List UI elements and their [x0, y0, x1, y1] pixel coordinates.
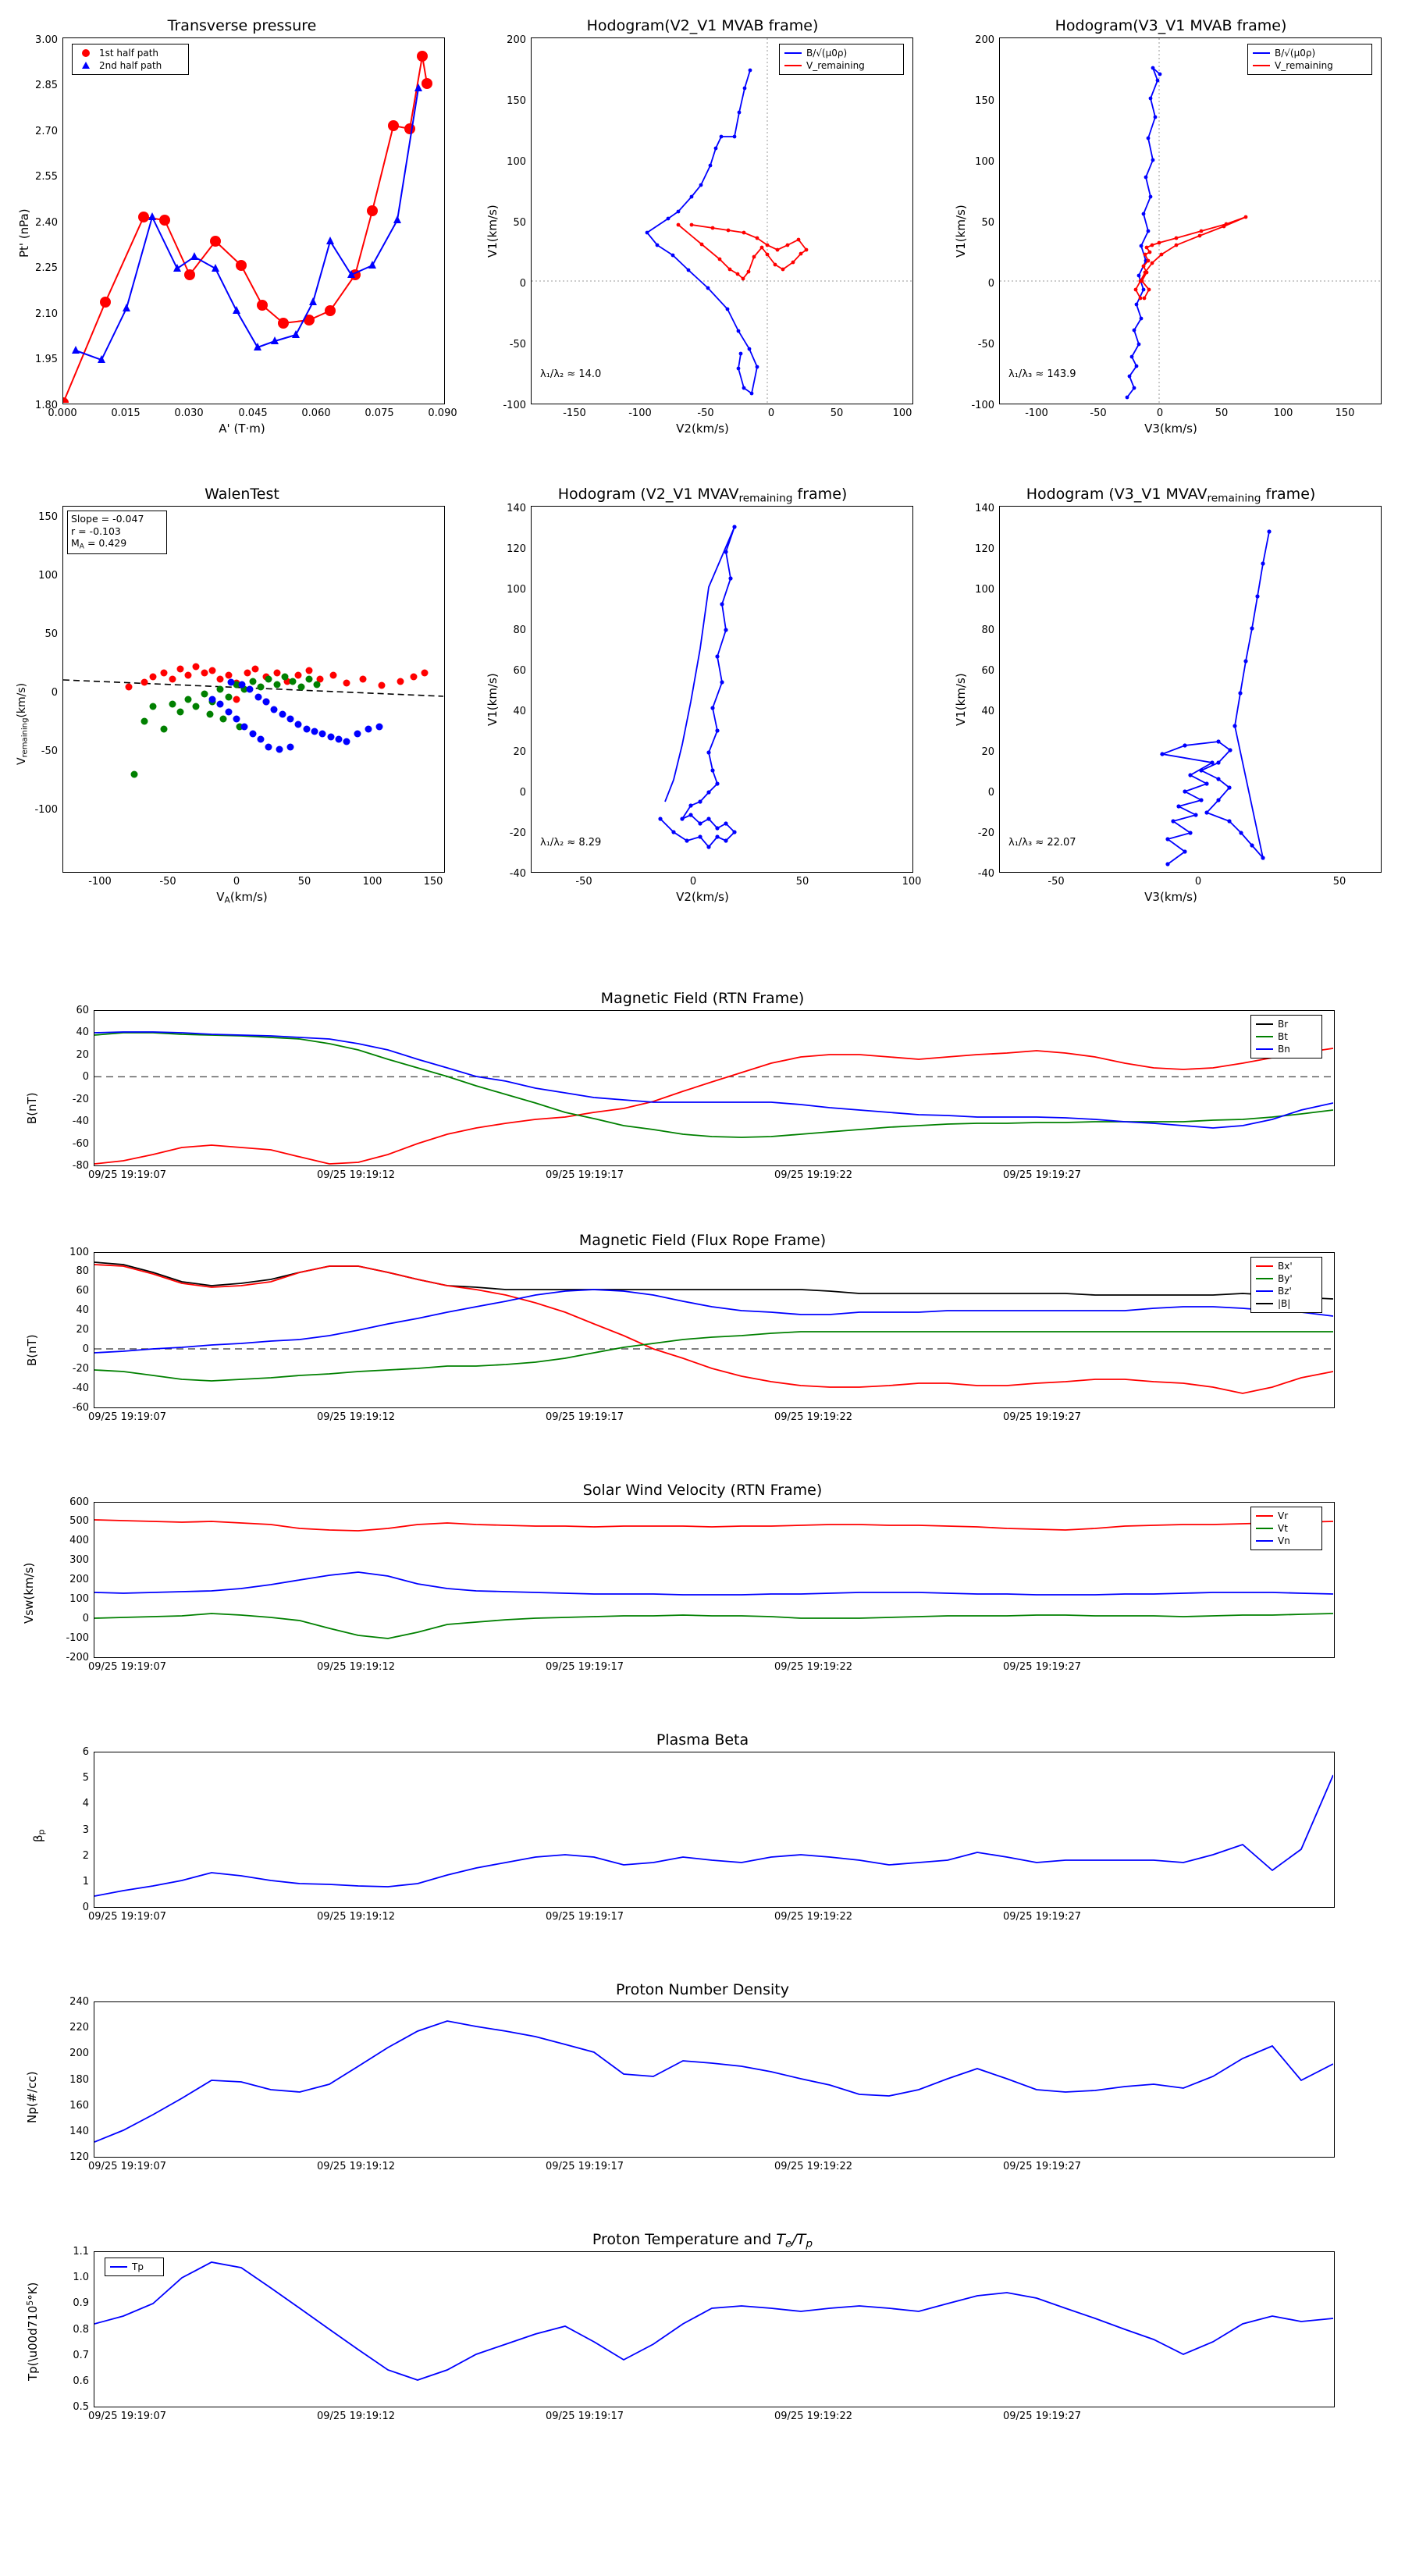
legend-label: V_remaining	[806, 60, 865, 71]
x-tick: 0.015	[111, 407, 140, 419]
transverse-pressure-svg	[63, 38, 443, 403]
plot-area	[94, 1502, 1335, 1658]
x-tick: 50	[830, 407, 844, 419]
x-tick: 09/25 19:19:27	[1003, 1169, 1081, 1181]
y-tick: 3.00	[35, 34, 58, 46]
y-tick: 100	[69, 1593, 89, 1605]
y-tick: 1	[82, 1876, 89, 1888]
x-tick: 09/25 19:19:12	[317, 1661, 395, 1673]
x-tick: 09/25 19:19:17	[546, 1911, 624, 1923]
y-tick: 20	[513, 746, 526, 758]
x-axis-label: $V_A(km/s)$	[216, 890, 268, 906]
x-tick: 09/25 19:19:22	[774, 1169, 852, 1181]
y-tick: 1.0	[73, 2272, 89, 2283]
x-tick: -50	[159, 876, 176, 888]
x-tick: 0	[767, 407, 775, 419]
y-axis-label: B(nT)	[25, 1092, 39, 1124]
y-tick: -100	[503, 400, 526, 411]
legend-magnetic-field-flux-rope	[1250, 1257, 1322, 1313]
plot-area	[999, 506, 1382, 873]
x-tick: 09/25 19:19:27	[1003, 2161, 1081, 2172]
y-tick: 40	[981, 706, 994, 717]
x-axis-label: V2(km/s)	[676, 422, 729, 436]
y-tick: -80	[72, 1160, 89, 1172]
y-tick: 0	[519, 278, 526, 290]
y-tick: -20	[72, 1094, 89, 1105]
plot-area	[531, 506, 913, 873]
y-tick: 50	[513, 217, 526, 229]
x-tick: 09/25 19:19:12	[317, 2161, 395, 2172]
y-tick: 600	[69, 1496, 89, 1508]
legend-label: By'	[1278, 1273, 1293, 1284]
x-axis-label: V3(km/s)	[1144, 422, 1197, 436]
x-tick: -100	[88, 876, 112, 888]
x-tick: 09/25 19:19:12	[317, 1411, 395, 1423]
panel-solar-wind-velocity	[0, 1468, 1405, 1694]
y-tick: 50	[44, 628, 58, 640]
y-tick: 0	[987, 278, 994, 290]
legend-transverse-pressure	[72, 44, 189, 75]
x-tick: 09/25 19:19:07	[88, 2411, 166, 2422]
panel-title: WalenTest	[205, 486, 279, 503]
legend-label: B/√(μ0ρ)	[806, 48, 848, 59]
y-axis-label: $\beta_p$	[31, 1829, 47, 1842]
y-tick: 4	[82, 1798, 89, 1809]
x-tick: 0	[233, 876, 240, 888]
x-tick: 09/25 19:19:07	[88, 2161, 166, 2172]
y-tick: 40	[513, 706, 526, 717]
y-tick: -100	[971, 400, 994, 411]
y-tick: 140	[69, 2126, 89, 2137]
y-tick: 20	[981, 746, 994, 758]
panel-title: Magnetic Field (Flux Rope Frame)	[578, 1232, 827, 1249]
eigenvalue-ratio-annotation: λ₁/λ₃ ≈ 143.9	[1008, 368, 1076, 380]
y-tick: 100	[38, 570, 58, 582]
y-tick: -50	[41, 745, 58, 757]
panel-proton-number-density	[0, 1967, 1405, 2194]
y-tick: -50	[977, 339, 994, 350]
x-tick: 09/25 19:19:12	[317, 2411, 395, 2422]
panel-title: Proton Number Density	[616, 1981, 789, 1998]
y-tick: 180	[69, 2074, 89, 2086]
x-tick: 50	[795, 876, 809, 888]
x-tick: 09/25 19:19:07	[88, 1911, 166, 1923]
panel-magnetic-field-rtn	[0, 976, 1405, 1202]
x-tick: 09/25 19:19:17	[546, 1411, 624, 1423]
x-tick: 50	[1332, 876, 1346, 888]
x-axis-label: V3(km/s)	[1144, 890, 1197, 904]
panel-hodogram-v2v1-mvab	[468, 0, 937, 453]
walen-stats-box	[67, 511, 167, 554]
panel-title: Hodogram(V2_V1 MVAB frame)	[586, 17, 819, 34]
panel-title: Transverse pressure	[167, 17, 317, 34]
y-tick: 2.10	[35, 308, 58, 320]
x-tick: 09/25 19:19:22	[774, 2411, 852, 2422]
x-tick: 150	[1335, 407, 1355, 419]
plot-area	[94, 1752, 1335, 1908]
eigenvalue-ratio-annotation: λ₁/λ₂ ≈ 14.0	[540, 368, 602, 380]
legend-marker-circle	[77, 48, 94, 59]
y-axis-label: Np(#/cc)	[25, 2071, 39, 2123]
y-tick: 2.85	[35, 80, 58, 91]
x-tick: 100	[362, 876, 382, 888]
x-tick: 09/25 19:19:27	[1003, 1411, 1081, 1423]
y-tick: 120	[975, 543, 994, 555]
y-tick: 80	[513, 624, 526, 636]
x-tick: -50	[1090, 407, 1107, 419]
x-tick: -150	[563, 407, 586, 419]
walen-r: r = -0.103	[71, 525, 121, 537]
legend-label: Bz'	[1278, 1286, 1292, 1297]
y-tick: 1.80	[35, 400, 58, 411]
y-tick: 0.8	[73, 2324, 89, 2336]
y-tick: 5	[82, 1772, 89, 1784]
y-tick: 500	[69, 1515, 89, 1527]
x-tick: 09/25 19:19:07	[88, 1411, 166, 1423]
y-tick: -40	[977, 868, 994, 880]
y-tick: 2	[82, 1850, 89, 1862]
y-tick: 60	[76, 1005, 89, 1016]
y-tick: 40	[76, 1026, 89, 1038]
y-tick: 1.1	[73, 2246, 89, 2258]
y-tick: 200	[975, 34, 994, 46]
x-tick: 0.075	[365, 407, 394, 419]
y-tick: 200	[69, 2048, 89, 2059]
x-tick: 09/25 19:19:22	[774, 1661, 852, 1673]
y-tick: 0.7	[73, 2350, 89, 2361]
y-tick: -40	[72, 1115, 89, 1127]
legend-proton-temperature	[105, 2258, 164, 2276]
x-tick: 100	[1273, 407, 1293, 419]
y-tick: 0	[519, 787, 526, 799]
y-tick: 0.5	[73, 2401, 89, 2413]
panel-transverse-pressure	[0, 0, 468, 453]
y-tick: 0	[82, 1343, 89, 1355]
y-tick: -200	[66, 1652, 89, 1663]
y-tick: -60	[72, 1402, 89, 1414]
x-tick: 09/25 19:19:22	[774, 1411, 852, 1423]
plot-area	[94, 2001, 1335, 2158]
legend-label: |B|	[1278, 1298, 1291, 1309]
y-tick: 0.9	[73, 2297, 89, 2309]
panel-hodogram-v3v1-mvav	[937, 468, 1405, 921]
y-tick: 0	[82, 1902, 89, 1913]
y-tick: -40	[509, 868, 526, 880]
x-tick: 09/25 19:19:27	[1003, 1661, 1081, 1673]
plot-area	[531, 37, 913, 404]
legend-label: Tp	[132, 2261, 144, 2272]
legend-label: Vt	[1278, 1523, 1288, 1534]
x-tick: 0	[689, 876, 697, 888]
plot-area	[62, 37, 445, 404]
y-tick: -40	[72, 1382, 89, 1394]
y-tick: 140	[975, 503, 994, 514]
x-tick: 100	[892, 407, 912, 419]
plot-area	[94, 1252, 1335, 1408]
legend-label: 2nd half path	[99, 60, 162, 71]
x-tick: 09/25 19:19:17	[546, 1661, 624, 1673]
x-tick: -50	[697, 407, 714, 419]
legend-label: 1st half path	[99, 48, 159, 59]
panel-title: Hodogram (V3_V1 $MVAV_{remaining}$ frame)	[1026, 486, 1316, 505]
x-tick: 09/25 19:19:27	[1003, 2411, 1081, 2422]
x-tick: 0.045	[238, 407, 268, 419]
legend-label: Bn	[1278, 1044, 1290, 1055]
legend-magnetic-field-rtn	[1250, 1015, 1322, 1059]
x-tick: 50	[297, 876, 311, 888]
x-axis-label: V2(km/s)	[676, 890, 729, 904]
y-tick: 240	[69, 1996, 89, 2008]
y-tick: 200	[507, 34, 526, 46]
y-tick: 50	[981, 217, 994, 229]
x-tick: 09/25 19:19:07	[88, 1661, 166, 1673]
x-tick: 09/25 19:19:27	[1003, 1911, 1081, 1923]
y-tick: 80	[76, 1265, 89, 1277]
walen-ma: $M_A = 0.429$	[71, 537, 127, 551]
y-tick: -100	[66, 1632, 89, 1644]
panel-title: Hodogram (V2_V1 $MVAV_{remaining}$ frame)	[557, 486, 848, 505]
y-tick: 2.55	[35, 171, 58, 183]
legend-label: Vr	[1278, 1510, 1289, 1521]
y-tick: 100	[975, 156, 994, 168]
y-axis-label: V1(km/s)	[486, 673, 500, 726]
y-tick: 100	[507, 156, 526, 168]
y-tick: 6	[82, 1746, 89, 1758]
panel-walen-test	[0, 468, 468, 921]
x-tick: 09/25 19:19:07	[88, 1169, 166, 1181]
panel-title: Proton Temperature and $T_e/T_p$	[592, 2231, 813, 2250]
legend-label: Br	[1278, 1019, 1289, 1030]
x-tick: 09/25 19:19:17	[546, 2411, 624, 2422]
y-axis-label: Pt' (nPa)	[17, 208, 31, 258]
x-tick: -100	[1025, 407, 1048, 419]
y-tick: 20	[76, 1049, 89, 1061]
y-tick: 300	[69, 1554, 89, 1566]
y-tick: 0.6	[73, 2375, 89, 2387]
panel-title: Magnetic Field (RTN Frame)	[600, 990, 805, 1007]
y-tick: 200	[69, 1574, 89, 1585]
plot-area	[999, 37, 1382, 404]
y-tick: 0	[987, 787, 994, 799]
y-tick: 150	[507, 95, 526, 107]
eigenvalue-ratio-annotation: λ₁/λ₂ ≈ 8.29	[540, 837, 602, 849]
x-tick: 0.090	[428, 407, 457, 419]
panel-magnetic-field-flux-rope	[0, 1218, 1405, 1444]
y-axis-label: $V_{remaining}(km/s)$	[16, 682, 30, 765]
x-tick: 150	[423, 876, 443, 888]
panel-hodogram-v3v1-mvab	[937, 0, 1405, 453]
legend-solar-wind-velocity	[1250, 1507, 1322, 1550]
y-tick: -20	[977, 827, 994, 839]
x-tick: 09/25 19:19:22	[774, 1911, 852, 1923]
legend-hodogram-v2v1	[779, 44, 904, 75]
y-tick: -100	[34, 804, 58, 816]
panel-title: Solar Wind Velocity (RTN Frame)	[582, 1482, 823, 1499]
y-tick: 150	[975, 95, 994, 107]
legend-marker-triangle	[77, 60, 94, 71]
x-tick: 0	[1194, 876, 1202, 888]
y-axis-label: $Tp(\backslash u00d710^5^\circ K)$	[25, 2282, 40, 2381]
x-tick: -50	[1048, 876, 1065, 888]
y-tick: 80	[981, 624, 994, 636]
legend-label: Bt	[1278, 1031, 1288, 1042]
y-tick: 120	[69, 2151, 89, 2163]
plot-area	[94, 1010, 1335, 1166]
y-tick: 150	[38, 511, 58, 523]
y-tick: 60	[981, 665, 994, 677]
y-axis-label: V1(km/s)	[486, 205, 500, 258]
panel-title: Hodogram(V3_V1 MVAB frame)	[1055, 17, 1287, 34]
y-tick: -20	[509, 827, 526, 839]
panel-plasma-beta	[0, 1717, 1405, 1944]
y-tick: 100	[69, 1247, 89, 1258]
y-tick: 120	[507, 543, 526, 555]
panel-title: Plasma Beta	[656, 1731, 749, 1749]
y-tick: 3	[82, 1824, 89, 1836]
panel-proton-temperature	[0, 2217, 1405, 2451]
x-tick: 09/25 19:19:22	[774, 2161, 852, 2172]
x-tick: 100	[902, 876, 922, 888]
y-tick: -20	[72, 1363, 89, 1375]
y-tick: 1.95	[35, 354, 58, 365]
x-tick: 09/25 19:19:17	[546, 1169, 624, 1181]
legend-label: Bx'	[1278, 1261, 1293, 1272]
eigenvalue-ratio-annotation: λ₁/λ₃ ≈ 22.07	[1008, 837, 1076, 849]
y-tick: 60	[76, 1285, 89, 1297]
x-tick: 09/25 19:19:12	[317, 1169, 395, 1181]
y-tick: 100	[975, 584, 994, 596]
y-tick: -60	[72, 1138, 89, 1150]
x-tick: 0.000	[48, 407, 77, 419]
plot-area	[62, 506, 445, 873]
x-tick: 09/25 19:19:12	[317, 1911, 395, 1923]
legend-hodogram-v3v1	[1247, 44, 1372, 75]
x-axis-label: A' (T·m)	[219, 422, 265, 436]
walen-slope: Slope = -0.047	[71, 513, 144, 525]
panel-hodogram-v2v1-mvav	[468, 468, 937, 921]
x-tick: 50	[1215, 407, 1229, 419]
y-tick: 20	[76, 1324, 89, 1336]
y-tick: 60	[513, 665, 526, 677]
y-tick: 400	[69, 1535, 89, 1546]
y-tick: 140	[507, 503, 526, 514]
y-tick: 2.70	[35, 126, 58, 137]
y-tick: 100	[507, 584, 526, 596]
y-tick: 160	[69, 2100, 89, 2112]
plot-area	[94, 2251, 1335, 2407]
x-tick: 09/25 19:19:17	[546, 2161, 624, 2172]
x-tick: 0.030	[174, 407, 204, 419]
x-tick: -50	[575, 876, 592, 888]
y-axis-label: V1(km/s)	[954, 205, 968, 258]
y-tick: -50	[509, 339, 526, 350]
x-tick: -100	[628, 407, 652, 419]
y-tick: 2.40	[35, 217, 58, 229]
x-tick: 0.060	[301, 407, 331, 419]
y-tick: 40	[76, 1304, 89, 1316]
y-tick: 220	[69, 2022, 89, 2033]
y-tick: 0	[82, 1071, 89, 1083]
y-tick: 2.25	[35, 262, 58, 274]
y-tick: 0	[51, 687, 58, 699]
y-tick: 0	[82, 1613, 89, 1624]
y-axis-label: V1(km/s)	[954, 673, 968, 726]
y-axis-label: B(nT)	[25, 1334, 39, 1366]
legend-label: Vn	[1278, 1535, 1290, 1546]
legend-label: V_remaining	[1275, 60, 1333, 71]
legend-label: B/√(μ0ρ)	[1275, 48, 1316, 59]
x-tick: 0	[1156, 407, 1164, 419]
y-axis-label: Vsw(km/s)	[22, 1562, 36, 1624]
